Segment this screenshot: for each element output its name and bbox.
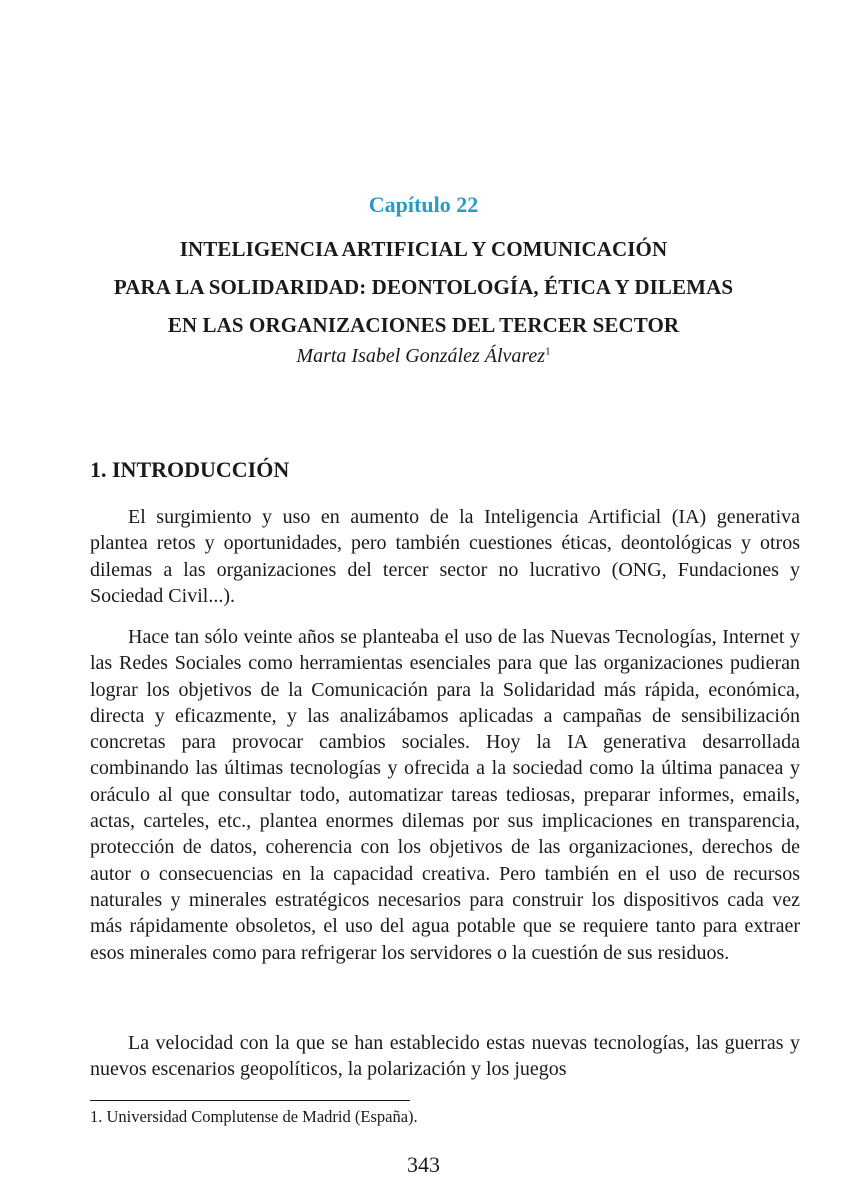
body-paragraph: Hace tan sólo veinte años se planteaba el uso de las Nuevas Tecnologías, Internet y las Redes Sociales como herramientas esenciales para que las organizaciones pudieran lograr los objetivos de la Comunicación para la Solidaridad más rápida, económica, directa y eficazmente, y las analizábamos aplicadas a campañas de sensibilización concretas para provocar cambios sociales. Hoy la IA generativa desarrollada combinando las últimas tecnologías y ofrecida a la sociedad como la última panacea y oráculo al que consultar todo, automatizar tareas tediosas, preparar informes, emails, actas, carteles, etc., plantea enormes dilemas por sus implicaciones en transparencia, protección de datos, coherencia con los objetivos de las organizaciones, derechos de autor o consecuencias en la capacidad creativa. Pero también en el uso de recursos naturales y minerales estratégicos necesarios para construir los dispositivos cada vez más rápidamente obsoletos, el uso del agua potable que se requiere tanto para extraer esos minerales como para refrigerar los servidores o la cuestión de sus residuos. bbox=[90, 626, 800, 964]
author-byline bbox=[0, 345, 847, 368]
chapter-title-line: INTELIGENCIA ARTIFICIAL Y COMUNICACIÓN bbox=[179, 237, 668, 261]
chapter-title-line: EN LAS ORGANIZACIONES DEL TERCER SECTOR bbox=[167, 313, 680, 337]
chapter-title bbox=[60, 230, 787, 344]
chapter-title-line: PARA LA SOLIDARIDAD: DEONTOLOGÍA, ÉTICA Y DILEMAS bbox=[113, 275, 734, 299]
body-paragraph: La velocidad con la que se han establecido estas nuevas tecnologías, las guerras y nuevos escenarios geopolíticos, la polarización y los juegos bbox=[90, 1032, 800, 1081]
body-paragraph-container bbox=[90, 1030, 810, 1086]
chapter-label: Capítulo 22 bbox=[368, 192, 479, 217]
footnote-reference[interactable]: 1 bbox=[545, 345, 551, 358]
body-paragraph: El surgimiento y uso en aumento de la Inteligencia Artificial (IA) generativa plantea retos y oportunidades, pero también cuestiones éticas, deontológicas y otros dilemas a las organizaciones del tercer sector no lucrativo (ONG, Fundaciones y Sociedad Civil...). bbox=[90, 506, 800, 607]
section-heading: 1. INTRODUCCIÓN bbox=[90, 457, 290, 482]
author-name: Marta Isabel González Álvarez bbox=[296, 345, 546, 367]
page-number: 343 bbox=[407, 1152, 440, 1177]
footnote: 1. Universidad Complutense de Madrid (España). bbox=[90, 1107, 418, 1126]
footnote-divider bbox=[90, 1100, 410, 1101]
